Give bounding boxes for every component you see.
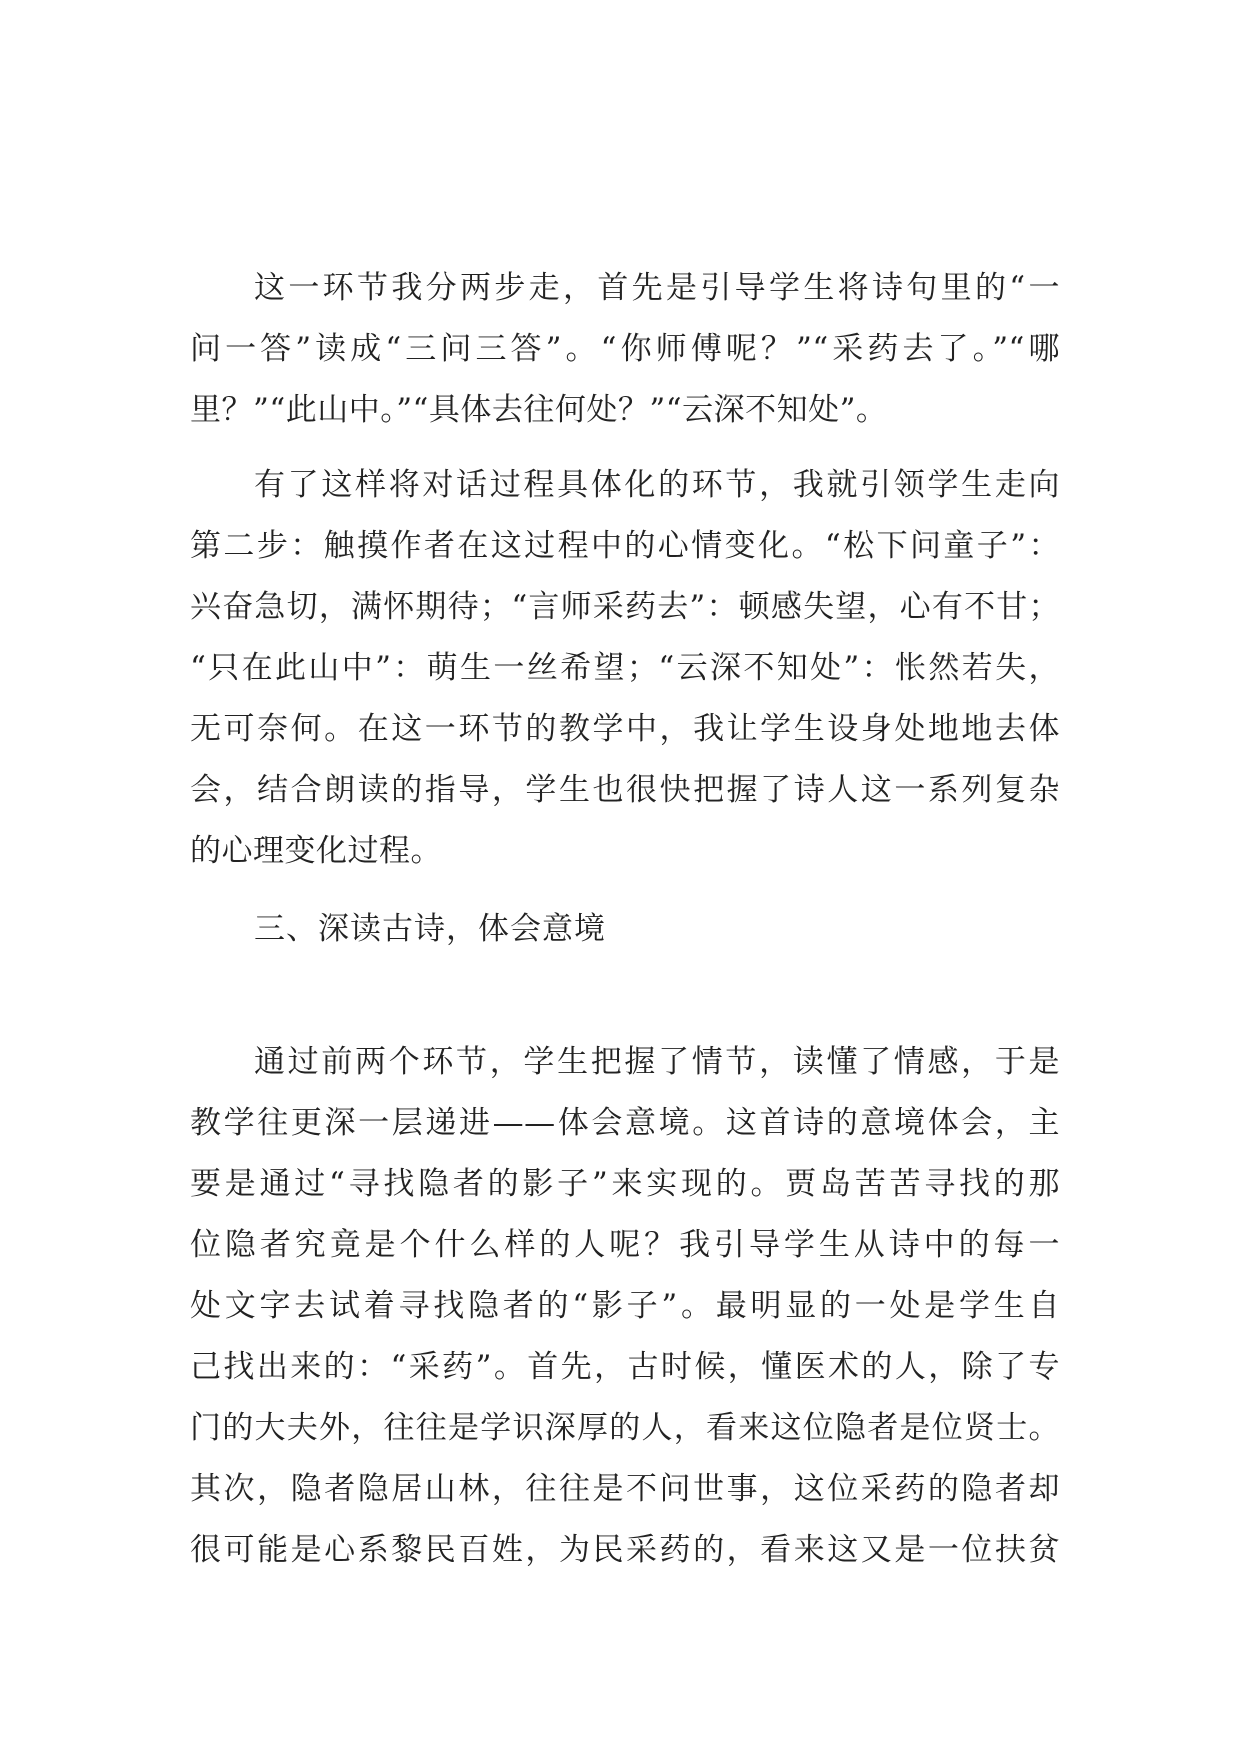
paragraph-3-line: 很可能是心系黎民百姓，为民采药的，看来这又是一位扶贫 — [190, 1532, 1060, 1568]
paragraph-3-line: 其次，隐者隐居山林，往往是不问世事，这位采药的隐者却 — [190, 1471, 1060, 1507]
paragraph-2-line: 第二步：触摸作者在这过程中的心情变化。“松下问童子”： — [190, 528, 1060, 564]
paragraph-3-line: 己找出来的：“采药”。首先，古时候，懂医术的人，除了专 — [190, 1349, 1060, 1385]
paragraph-1 — [190, 258, 1060, 441]
paragraph-3-line: 通过前两个环节，学生把握了情节，读懂了情感，于是 — [254, 1044, 1060, 1080]
paragraph-2-line: 兴奋急切，满怀期待；“言师采药去”：顿感失望，心有不甘； — [190, 589, 1060, 625]
paragraph-1-line: 问一答”读成“三问三答”。“你师傅呢？”“采药去了。”“哪 — [190, 331, 1060, 367]
paragraph-3 — [190, 1032, 1060, 1581]
paragraph-2-line: 会，结合朗读的指导，学生也很快把握了诗人这一系列复杂 — [190, 772, 1060, 808]
paragraph-2-line: 有了这样将对话过程具体化的环节，我就引领学生走向 — [254, 467, 1060, 503]
paragraph-2-line: 的心理变化过程。 — [190, 833, 442, 869]
paragraph-1-line: 这一环节我分两步走，首先是引导学生将诗句里的“一 — [254, 270, 1060, 306]
paragraph-3-line: 教学往更深一层递进——体会意境。这首诗的意境体会，主 — [190, 1105, 1060, 1141]
paragraph-2 — [190, 455, 1060, 882]
section-heading: 三、深读古诗，体会意境 — [254, 911, 606, 947]
paragraph-1-line: 里？”“此山中。”“具体去往何处？”“云深不知处”。 — [190, 392, 888, 428]
paragraph-3-line: 处文字去试着寻找隐者的“影子”。最明显的一处是学生自 — [190, 1288, 1060, 1324]
paragraph-3-line: 要是通过“寻找隐者的影子”来实现的。贾岛苦苦寻找的那 — [190, 1166, 1060, 1202]
paragraph-2-line: 无可奈何。在这一环节的教学中，我让学生设身处地地去体 — [190, 711, 1060, 747]
paragraph-2-line: “只在此山中”：萌生一丝希望；“云深不知处”：怅然若失， — [190, 650, 1060, 686]
section-heading-block — [190, 899, 1060, 960]
paragraph-3-line: 位隐者究竟是个什么样的人呢？我引导学生从诗中的每一 — [190, 1227, 1060, 1263]
paragraph-3-line: 门的大夫外，往往是学识深厚的人，看来这位隐者是位贤士。 — [190, 1410, 1060, 1446]
